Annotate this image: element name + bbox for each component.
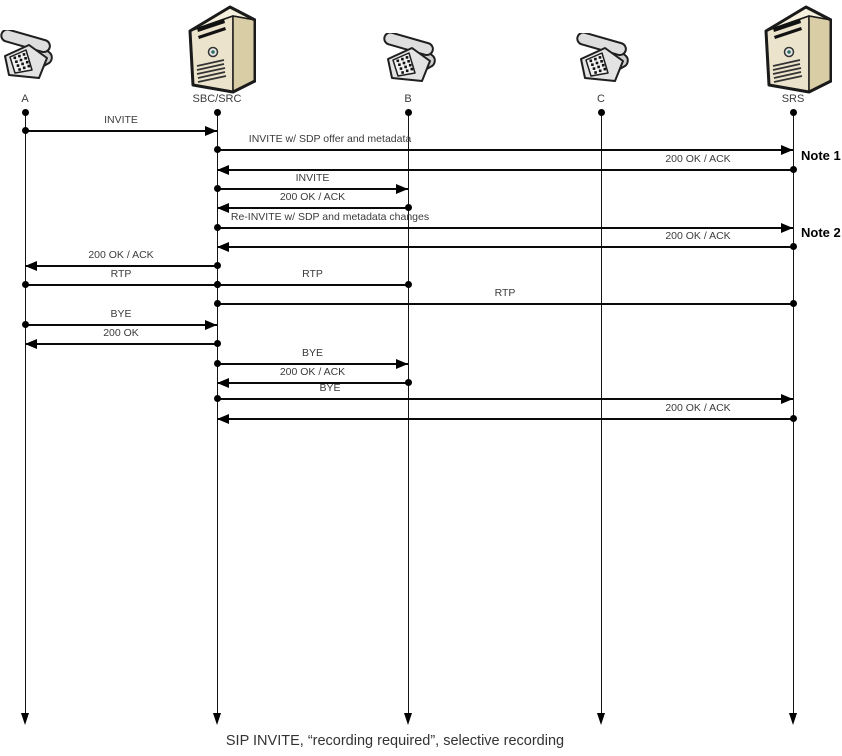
endpoint-dot	[214, 185, 221, 192]
message-label: INVITE w/ SDP offer and metadata	[248, 133, 412, 145]
message-label: 200 OK / ACK	[88, 249, 154, 261]
endpoint-dot	[790, 166, 797, 173]
actor-label-srs: SRS	[781, 93, 805, 105]
endpoint-dot	[214, 146, 221, 153]
message-label: INVITE	[295, 172, 330, 184]
endpoint-dot	[214, 360, 221, 367]
lifeline-end-arrow-icon	[21, 713, 29, 725]
message-line	[25, 343, 217, 345]
message-label: BYE	[301, 347, 324, 359]
endpoint-dot	[405, 204, 412, 211]
arrowhead-icon	[781, 394, 793, 404]
lifeline-start-dot	[790, 109, 797, 116]
endpoint-dot	[214, 300, 221, 307]
endpoint-dot	[790, 415, 797, 422]
arrowhead-icon	[205, 320, 217, 330]
arrowhead-icon	[396, 184, 408, 194]
message-line	[217, 169, 793, 171]
lifeline-A	[25, 112, 26, 713]
message-line	[25, 284, 217, 286]
message-label: 200 OK	[103, 327, 139, 339]
lifeline-start-dot	[598, 109, 605, 116]
arrowhead-icon	[781, 223, 793, 233]
arrowhead-icon	[25, 261, 37, 271]
message-line	[217, 284, 408, 286]
lifeline-end-arrow-icon	[213, 713, 221, 725]
phone-icon	[0, 30, 55, 84]
phone-icon	[380, 33, 438, 87]
arrowhead-icon	[25, 339, 37, 349]
message-line	[217, 149, 793, 151]
endpoint-dot	[22, 127, 29, 134]
endpoint-dot	[214, 395, 221, 402]
arrowhead-icon	[205, 126, 217, 136]
endpoint-dot	[405, 379, 412, 386]
lifeline-SRS	[793, 112, 794, 713]
arrowhead-icon	[396, 359, 408, 369]
endpoint-dot	[214, 340, 221, 347]
lifeline-end-arrow-icon	[404, 713, 412, 725]
message-line	[217, 363, 408, 365]
arrowhead-icon	[217, 165, 229, 175]
arrowhead-icon	[781, 145, 793, 155]
message-label: RTP	[110, 268, 132, 280]
message-label: 200 OK / ACK	[665, 230, 731, 242]
lifeline-start-dot	[405, 109, 412, 116]
message-line	[217, 207, 408, 209]
endpoint-dot	[790, 243, 797, 250]
message-label: RTP	[302, 268, 323, 280]
arrowhead-icon	[217, 414, 229, 424]
message-line	[25, 265, 217, 267]
actor-label-c: C	[597, 93, 605, 105]
message-line	[217, 227, 793, 229]
message-line	[25, 324, 217, 326]
endpoint-dot	[22, 321, 29, 328]
arrowhead-icon	[217, 242, 229, 252]
lifeline-start-dot	[22, 109, 29, 116]
phone-icon	[573, 33, 631, 87]
lifeline-end-arrow-icon	[789, 713, 797, 725]
message-line	[217, 246, 793, 248]
arrowhead-icon	[217, 203, 229, 213]
message-label: 200 OK / ACK	[279, 366, 346, 378]
message-label: 200 OK / ACK	[279, 191, 346, 203]
lifeline-C	[601, 112, 602, 713]
message-line	[217, 382, 408, 384]
endpoint-dot	[405, 281, 412, 288]
message-label: Re-INVITE w/ SDP and metadata changes	[230, 211, 430, 223]
endpoint-dot	[214, 224, 221, 231]
message-label: INVITE	[104, 114, 138, 126]
server-icon	[754, 0, 832, 96]
endpoint-dot	[214, 262, 221, 269]
lifeline-end-arrow-icon	[597, 713, 605, 725]
message-label: 200 OK / ACK	[665, 402, 731, 414]
message-label: 200 OK / ACK	[665, 153, 731, 165]
note-label: Note 1	[801, 148, 841, 163]
server-icon	[178, 0, 256, 96]
note-label: Note 2	[801, 225, 841, 240]
message-line	[217, 398, 793, 400]
endpoint-dot	[790, 300, 797, 307]
actor-label-b: B	[404, 93, 412, 105]
endpoint-dot	[22, 281, 29, 288]
caption: SIP INVITE, “recording required”, selective recording	[225, 733, 565, 749]
message-label: RTP	[494, 287, 516, 299]
actor-label-sbc-src: SBC/SRC	[192, 93, 242, 105]
arrowhead-icon	[217, 378, 229, 388]
lifeline-start-dot	[214, 109, 221, 116]
message-label: BYE	[110, 308, 132, 320]
message-line	[217, 303, 793, 305]
lifeline-B	[408, 112, 409, 713]
message-label: BYE	[319, 382, 341, 394]
message-line	[217, 188, 408, 190]
message-line	[25, 130, 217, 132]
endpoint-dot	[214, 281, 221, 288]
message-line	[217, 418, 793, 420]
actor-label-a: A	[21, 93, 29, 105]
